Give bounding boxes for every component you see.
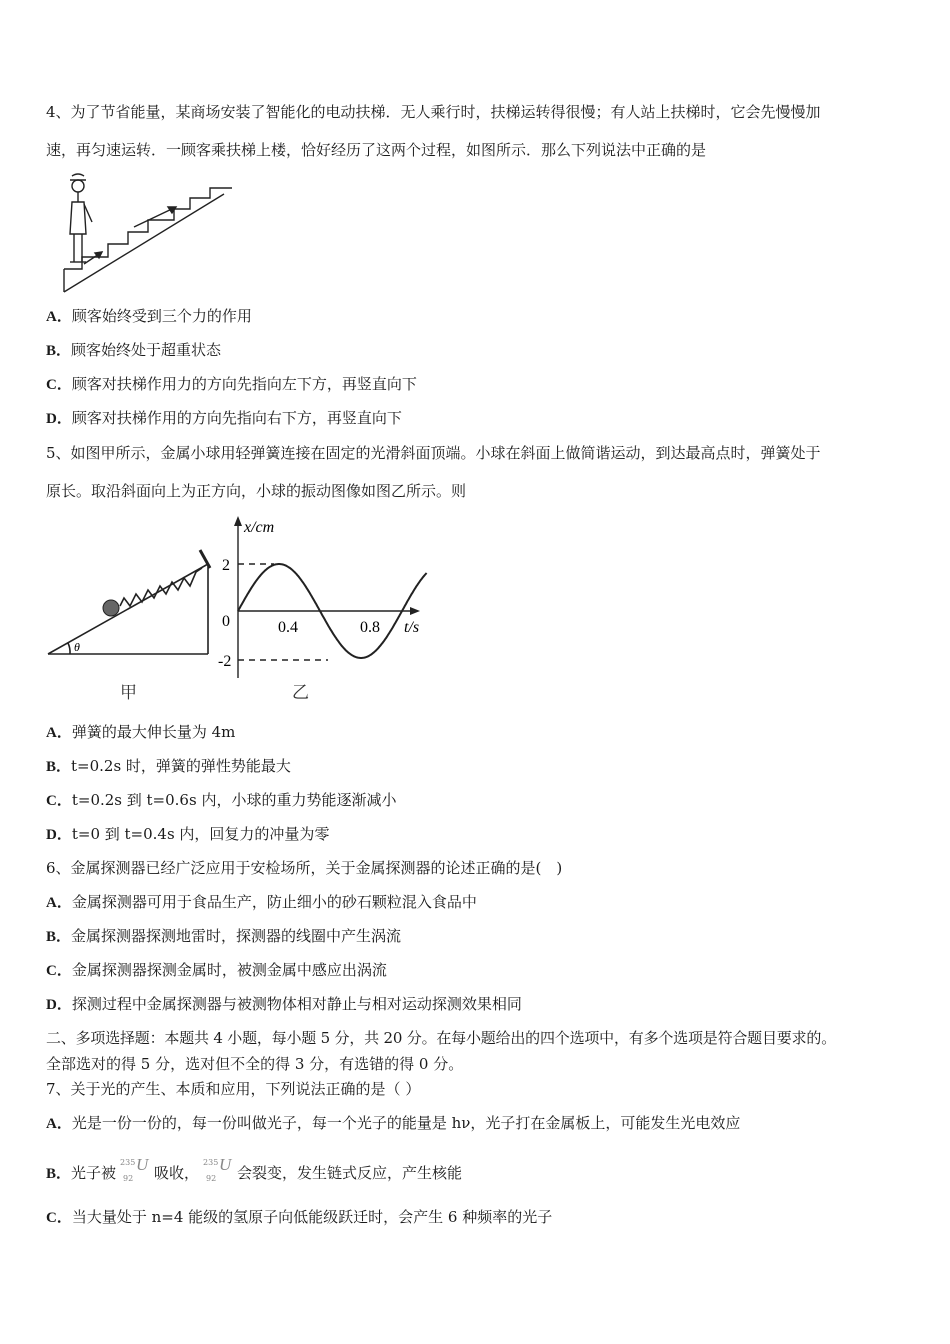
metal-ball bbox=[103, 600, 119, 616]
section2-line1: 二、多项选择题：本题共 4 小题，每小题 5 分，共 20 分。在每小题给出的四个选项中，有多个选项是符合题目要求的。 bbox=[46, 1029, 836, 1047]
q5-option-b bbox=[46, 755, 291, 778]
uranium-isotope bbox=[203, 1155, 233, 1183]
option-label: C． bbox=[46, 963, 72, 979]
q6-option-b bbox=[46, 925, 401, 948]
tick-y-pos: 2 bbox=[222, 557, 230, 574]
tick-x2: 0.8 bbox=[360, 619, 380, 636]
option-text: t=0 到 t=0.4s 内，回复力的冲量为零 bbox=[71, 825, 330, 843]
y-axis-label: x/cm bbox=[244, 519, 275, 536]
option-text: 会裂变，发生链式反应，产生核能 bbox=[237, 1164, 463, 1182]
isotope-symbol: U bbox=[136, 1155, 149, 1174]
q4-option-c bbox=[46, 373, 417, 396]
q5-option-c bbox=[46, 789, 396, 812]
angle-label: θ bbox=[74, 640, 80, 654]
isotope-atomic: 92 bbox=[206, 1174, 217, 1183]
option-text: 顾客始终受到三个力的作用 bbox=[71, 307, 252, 325]
incline-spring-figure bbox=[44, 538, 216, 708]
tick-origin: 0 bbox=[222, 613, 230, 630]
option-text: 顾客对扶梯作用力的方向先指向左下方，再竖直向下 bbox=[71, 375, 417, 393]
q4-stem-line1: 4、为了节省能量，某商场安装了智能化的电动扶梯．无人乘行时，扶梯运转得很慢；有人站上扶梯时，它会先慢慢加 bbox=[46, 103, 821, 121]
tick-y-neg: -2 bbox=[218, 653, 232, 670]
q5-stem-line2: 原长。取沿斜面向上为正方向，小球的振动图像如图乙所示。则 bbox=[46, 482, 467, 500]
isotope-mass: 235 bbox=[203, 1158, 219, 1167]
isotope-mass: 235 bbox=[120, 1158, 136, 1167]
q4-option-a bbox=[46, 305, 252, 328]
option-text: 顾客对扶梯作用的方向先指向右下方，再竖直向下 bbox=[71, 409, 402, 427]
caption-jia: 甲 bbox=[120, 683, 137, 703]
option-label: A． bbox=[46, 309, 72, 325]
option-label: C． bbox=[46, 793, 72, 809]
q4-stem-line2: 速，再匀速运转．一顾客乘扶梯上楼，恰好经历了这两个过程，如图所示．那么下列说法中正确的是 bbox=[46, 141, 707, 159]
isotope-atomic: 92 bbox=[123, 1174, 134, 1183]
option-text: t=0.2s 到 t=0.6s 内，小球的重力势能逐渐减小 bbox=[71, 791, 397, 809]
option-text: 金属探测器探测地雷时，探测器的线圈中产生涡流 bbox=[71, 927, 402, 945]
option-label: D． bbox=[46, 827, 72, 843]
option-text: 光是一份一份的，每一份叫做光子，每一个光子的能量是 hν，光子打在金属板上，可能发生光电效应 bbox=[71, 1114, 741, 1132]
option-label: B． bbox=[46, 1166, 72, 1182]
section2-line2: 全部选对的得 5 分，选对但不全的得 3 分，有选错的得 0 分。 bbox=[46, 1055, 464, 1073]
q7-option-a bbox=[46, 1112, 740, 1135]
q7-option-b bbox=[46, 1155, 463, 1185]
option-text: 吸收， bbox=[154, 1164, 200, 1182]
q6-option-d bbox=[46, 993, 522, 1016]
escalator-steps bbox=[64, 188, 232, 269]
q6-stem: 6、金属探测器已经广泛应用于安检场所，关于金属探测器的论述正确的是( ) bbox=[46, 859, 563, 877]
isotope-symbol: U bbox=[219, 1155, 232, 1174]
q6-option-c bbox=[46, 959, 387, 982]
q6-option-a bbox=[46, 891, 477, 914]
q4-option-b bbox=[46, 339, 221, 362]
tick-x1: 0.4 bbox=[278, 619, 298, 636]
option-label: A． bbox=[46, 725, 72, 741]
option-label: A． bbox=[46, 895, 72, 911]
caption-yi: 乙 bbox=[292, 683, 309, 703]
q5-option-d bbox=[46, 823, 329, 846]
option-label: B． bbox=[46, 929, 72, 945]
x-axis-label: t/s bbox=[404, 619, 420, 636]
q4-option-d bbox=[46, 407, 402, 430]
option-text: 金属探测器探测金属时，被测金属中感应出涡流 bbox=[71, 961, 387, 979]
q7-stem: 7、关于光的产生、本质和应用，下列说法正确的是（ ） bbox=[46, 1080, 421, 1098]
option-text: 探测过程中金属探测器与被测物体相对静止与相对运动探测效果相同 bbox=[71, 995, 522, 1013]
option-text: 金属探测器可用于食品生产，防止细小的砂石颗粒混入食品中 bbox=[71, 893, 477, 911]
option-label: C． bbox=[46, 377, 72, 393]
option-label: C． bbox=[46, 1210, 72, 1226]
q5-stem-line1: 5、如图甲所示，金属小球用轻弹簧连接在固定的光滑斜面顶端。小球在斜面上做简谐运动，到达最高点时，弹簧处于 bbox=[46, 444, 821, 462]
vibration-graph bbox=[214, 512, 434, 708]
option-text: 当大量处于 n=4 能级的氢原子向低能级跃迁时，会产生 6 种频率的光子 bbox=[71, 1208, 553, 1226]
option-label: A． bbox=[46, 1116, 72, 1132]
option-label: D． bbox=[46, 411, 72, 427]
escalator-figure bbox=[56, 172, 246, 296]
option-label: B． bbox=[46, 759, 72, 775]
option-text: 顾客始终处于超重状态 bbox=[71, 341, 222, 359]
q5-option-a bbox=[46, 721, 235, 744]
option-text: 光子被 bbox=[71, 1164, 117, 1182]
option-text: t=0.2s 时，弹簧的弹性势能最大 bbox=[71, 757, 291, 775]
uranium-isotope bbox=[120, 1155, 150, 1183]
option-text: 弹簧的最大伸长量为 4m bbox=[71, 723, 236, 741]
option-label: D． bbox=[46, 997, 72, 1013]
q7-option-c bbox=[46, 1206, 552, 1229]
option-label: B． bbox=[46, 343, 72, 359]
